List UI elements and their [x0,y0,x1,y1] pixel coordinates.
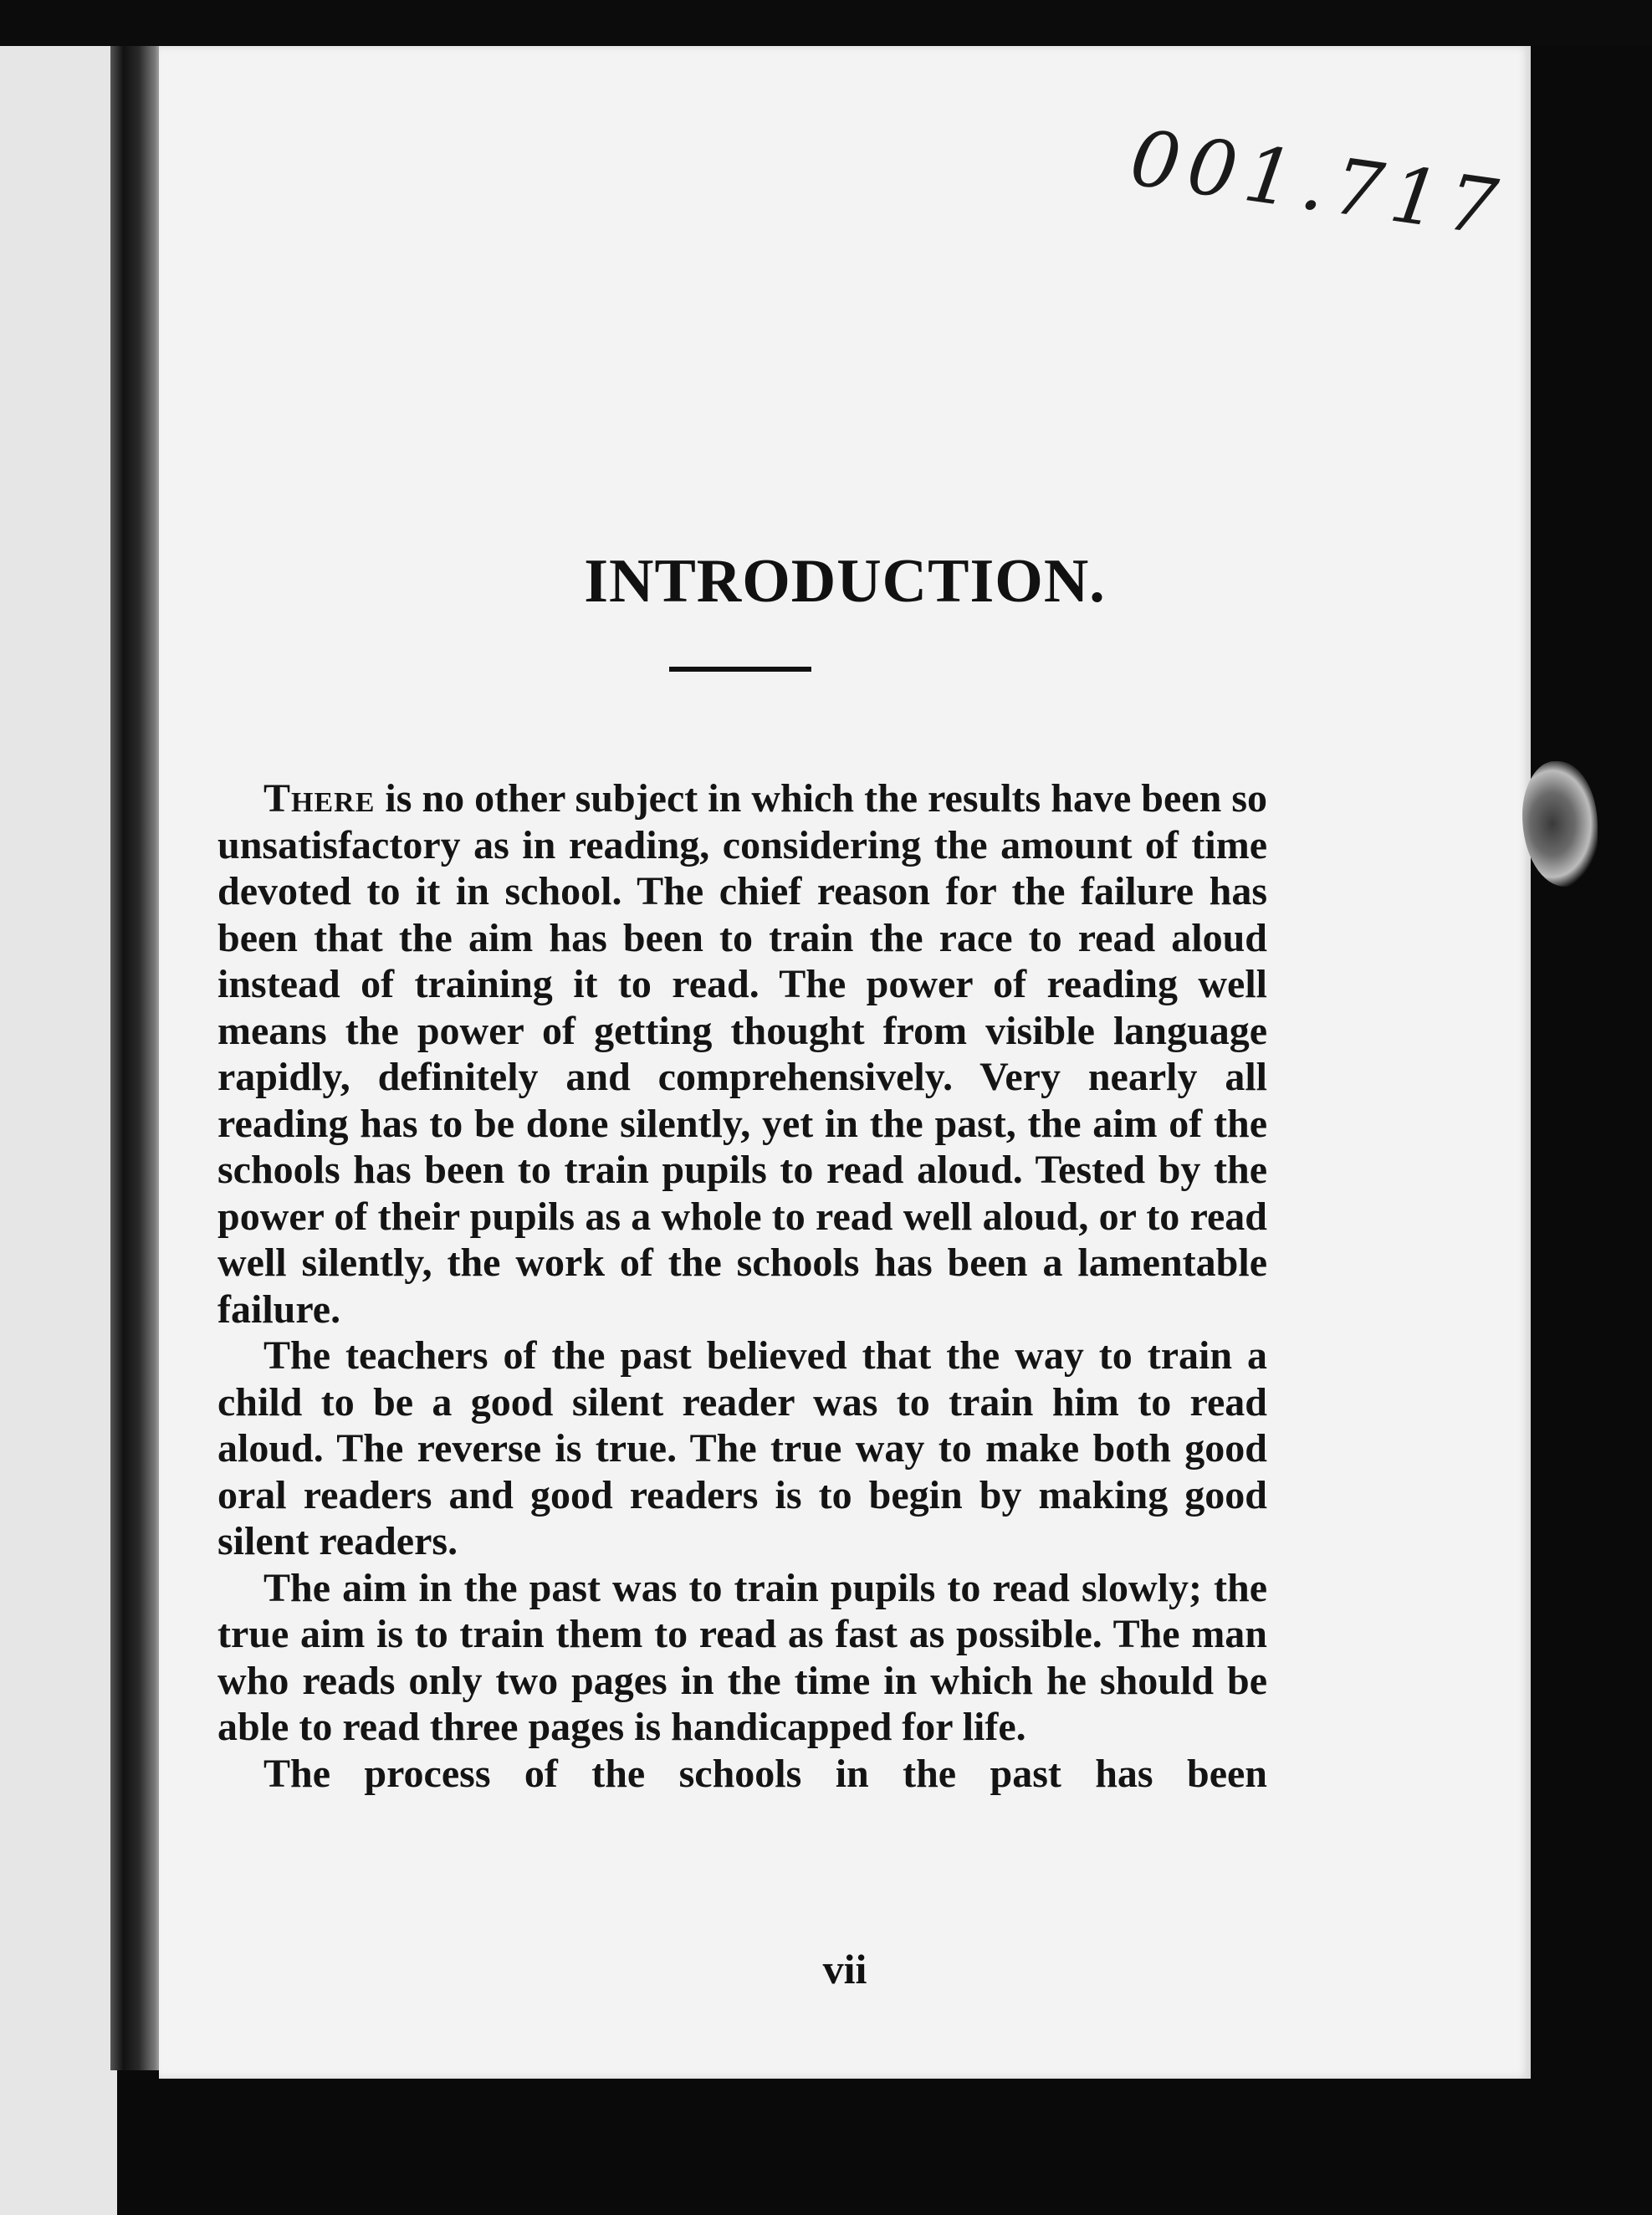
paragraph-text: The teachers of the past believed that the way to train a child to be a good silent reader was to train him to read aloud. The reverse is true. The true way to make both good oral readers and good readers is to begin by making good silent readers. [217,1333,1267,1563]
page-number: vii [822,1946,867,1992]
scan-bottom-border [159,2079,1531,2215]
paragraph-text: The process of the schools in the past has been [263,1751,1267,1796]
paragraph-text: The aim in the past was to train pupils to read slowly; the true aim is to train them to read as fast as possible. The man who reads only two pages in the time in which he should be able to read three pages is handicapped for life. [217,1565,1267,1749]
paragraph-text: is no other subject in which the results have been so unsatisfactory as in reading, considering the amount of time devoted to it in school. The chief reason for the failure has been that the aim has been to train the race to read aloud instead of training it to read. The power of reading well means the power of getting thought from visible language rapidly, definitely and comprehensively. Very nearly all reading has to be done silently, yet in the past, the aim of the schools has been to train pupils to read aloud. Tested by the power of their pupils as a whole to read well aloud, or to read well silently, the work of the schools has been a lamentable failure. [217,776,1267,1332]
scan-top-border [0,0,1652,46]
paragraph-lead-word: There [263,776,376,821]
previous-page-edge [0,46,117,2215]
page-title: INTRODUCTION. [584,547,1106,616]
body-text [217,775,1267,1797]
book-page [159,46,1531,2079]
paragraph-2 [217,1333,1267,1565]
title-rule [669,667,811,672]
book-gutter-shadow [110,46,162,2070]
scan-right-border [1531,46,1652,2215]
paragraph-1 [217,775,1267,1333]
accession-stamp: 001.717 [1125,113,1511,254]
paragraph-4 [217,1751,1267,1798]
paragraph-3 [217,1565,1267,1751]
